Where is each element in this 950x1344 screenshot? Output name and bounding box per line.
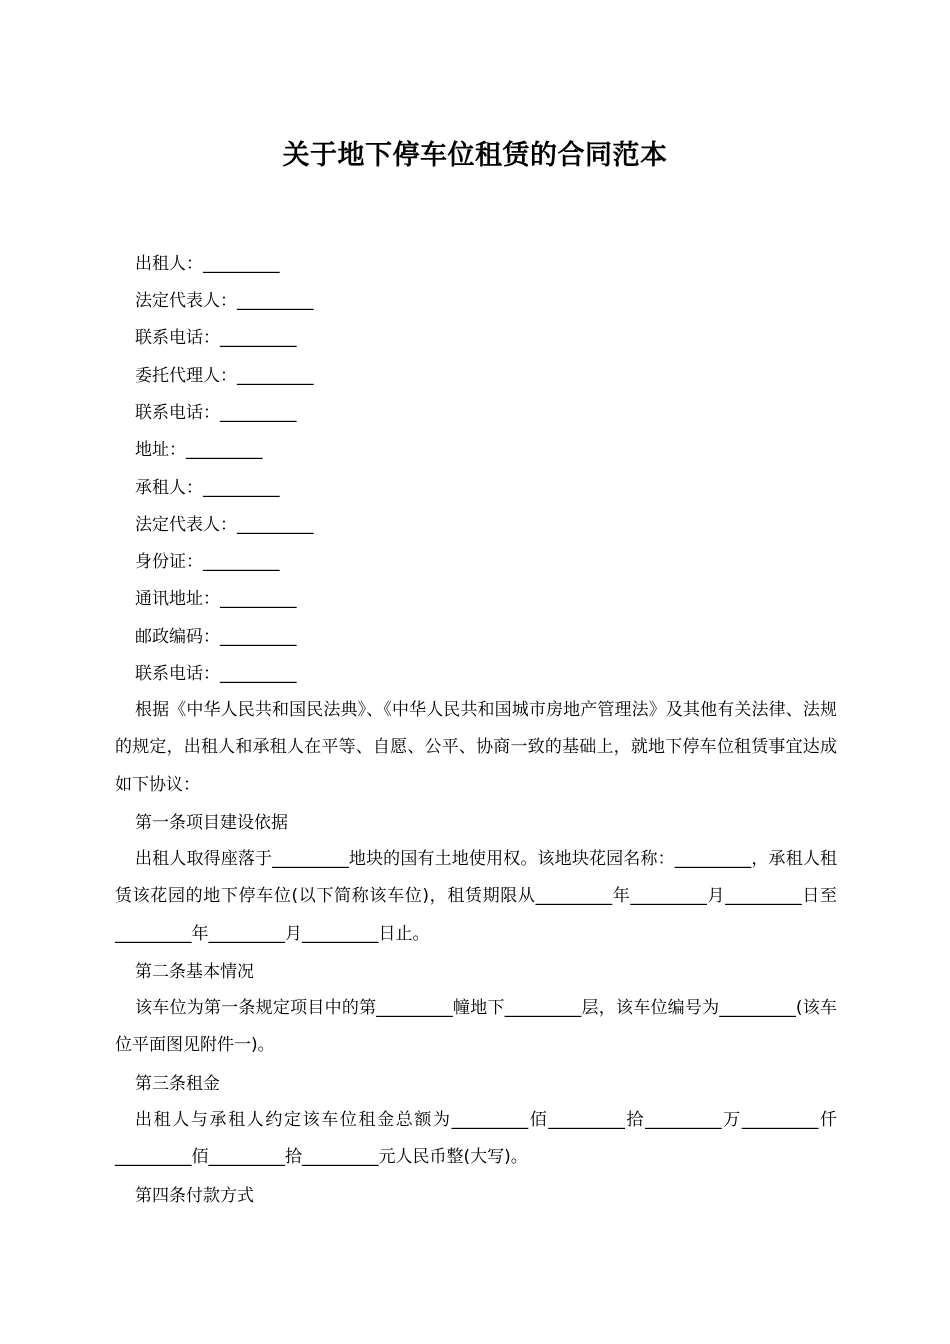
lessor-agent-line: 委托代理人：_________ — [135, 366, 314, 386]
lessor-legal-rep-line: 法定代表人：_________ — [135, 291, 314, 311]
article3-heading: 第三条租金 — [135, 1074, 220, 1094]
intro-paragraph: 根据《中华人民共和国民法典》、《中华人民共和国城市房地产管理法》及其他有关法律、法规的规定，出租人和承租人在平等、自愿、公平、协商一致的基础上，就地下停车位租赁事宜达成如下协议： — [115, 700, 837, 795]
article1-heading: 第一条项目建设依据 — [135, 813, 288, 833]
lessor-address-line: 地址：_________ — [135, 440, 263, 460]
article3-body: 出租人与承租人约定该车位租金总额为_________佰_________拾_________万_________仟_________佰_________拾_________元人民币整(大写)。 — [115, 1110, 837, 1168]
lessee-address-line: 通讯地址：_________ — [135, 589, 297, 609]
article2-heading: 第二条基本情况 — [135, 962, 254, 982]
lessee-postcode-line: 邮政编码：_________ — [135, 627, 297, 647]
lessee-phone-line: 联系电话：_________ — [135, 664, 297, 684]
lessor-phone-line: 联系电话：_________ — [135, 328, 297, 348]
lessee-line: 承租人：_________ — [135, 478, 280, 498]
lessor-agent-phone-line: 联系电话：_________ — [135, 403, 297, 423]
article1-body: 出租人取得座落于_________地块的国有土地使用权。该地块花园名称：_________，承租人租赁该花园的地下停车位(以下简称该车位)，租赁期限从_________年_________月_________日至_________年_________月_________日止。 — [115, 849, 837, 944]
article4-heading: 第四条付款方式 — [135, 1186, 254, 1206]
document-title: 关于地下停车位租赁的合同范本 — [282, 140, 668, 171]
lessor-line: 出租人：_________ — [135, 254, 280, 274]
lessee-legal-rep-line: 法定代表人：_________ — [135, 515, 314, 535]
lessee-id-line: 身份证：_________ — [135, 552, 280, 572]
article2-body: 该车位为第一条规定项目中的第_________幢地下_________层，该车位编号为_________(该车位平面图见附件一)。 — [115, 998, 837, 1056]
